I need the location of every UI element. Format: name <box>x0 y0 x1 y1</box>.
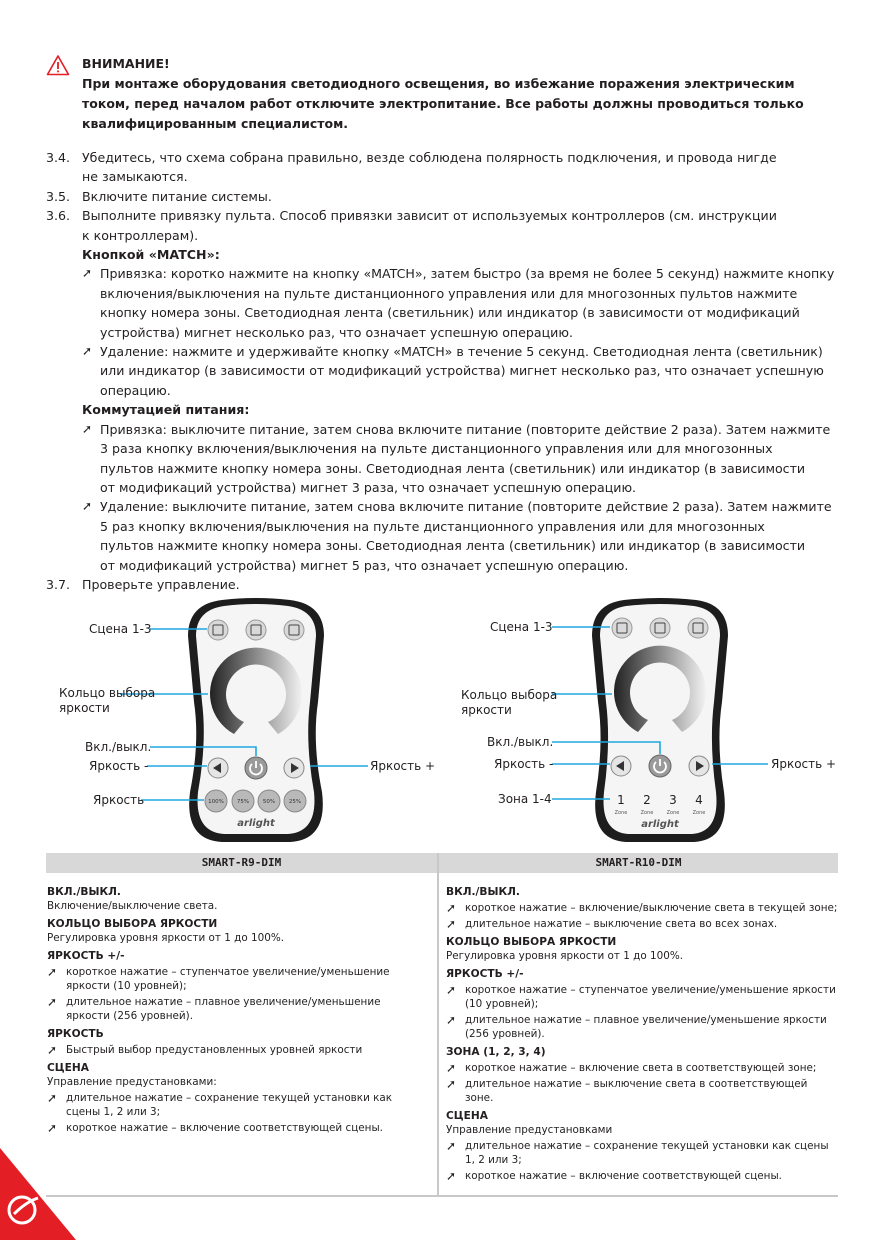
arrow-bullet-icon: ➚ <box>446 901 457 915</box>
zone-4-button[interactable]: 4 <box>695 793 703 807</box>
scene-2-button[interactable] <box>246 620 266 640</box>
arrow-bullet-icon: ➚ <box>82 499 93 514</box>
bullet-power-bind <box>46 420 836 498</box>
bullet-text: от модификаций устройства) мигнет 3 раза, что означает успешную операцию. <box>100 479 637 495</box>
callout-brightness: Яркость <box>93 793 145 807</box>
column-divider <box>437 853 439 1195</box>
list-item <box>446 1139 838 1167</box>
step-text: Включите питание системы. <box>82 188 272 204</box>
section-text: Регулировка уровня яркости от 1 до 100%. <box>47 932 285 944</box>
list-text: короткое нажатие – включение/выключение света в текущей зоне; <box>465 902 838 914</box>
section-heading: ЯРКОСТЬ +/- <box>47 950 125 962</box>
list-text: длительное нажатие – выключение света во всех зонах. <box>465 918 778 930</box>
warning-line: При монтаже оборудования светодиодного освещения, во избежание поражения электрическим <box>82 76 795 91</box>
step-number: 3.6. <box>46 208 71 224</box>
column-r10 <box>446 881 838 1183</box>
callout-ring-line1: Кольцо выбора <box>59 686 156 700</box>
arrow-bullet-icon: ➚ <box>446 1013 457 1027</box>
list-item <box>446 901 838 915</box>
table-header <box>46 853 838 873</box>
callout-ring-line1: Кольцо выбора <box>461 688 558 702</box>
callout-onoff: Вкл./выкл. <box>85 740 152 754</box>
bullet-text: включения/выключения на пульте дистанционного управления или для многозонных пультов нажмите <box>100 285 798 301</box>
list-text: длительное нажатие – плавное увеличение/уменьшение <box>66 996 381 1008</box>
function-table <box>46 853 838 1197</box>
scene-buttons <box>208 620 304 640</box>
bullet-text: Удаление: выключите питание, затем снова включите питание (повторите действие 2 раза). Затем нажмите <box>100 499 832 515</box>
zone-word: Zone <box>640 810 654 816</box>
match-subtitle: Кнопкой «MATCH»: <box>82 247 220 263</box>
list-text: (256 уровней). <box>465 1028 545 1040</box>
list-text: короткое нажатие – включение соответствующей сцены. <box>465 1170 782 1182</box>
list-item <box>446 983 838 1011</box>
step-3-4 <box>46 148 836 187</box>
zone-1-button[interactable]: 1 <box>617 793 625 807</box>
power-subtitle: Коммутацией питания: <box>82 402 250 418</box>
bullet-text: 5 раз кнопку включения/выключения на пульте дистанционного управления или для многозонных <box>100 518 765 534</box>
section-heading: СЦЕНА <box>446 1110 488 1122</box>
instruction-steps <box>46 148 836 594</box>
bullet-text: операцию. <box>100 382 171 398</box>
step-text: Убедитесь, что схема собрана правильно, везде соблюдена полярность подключения, и провода нигде <box>82 150 777 165</box>
section-heading: ВКЛ./ВЫКЛ. <box>446 886 520 898</box>
arrow-bullet-icon: ➚ <box>47 1121 58 1135</box>
column-r9 <box>47 881 427 1135</box>
bullet-text: устройства) мигнет несколько раз, что означает успешную операцию. <box>100 324 573 340</box>
list-item <box>47 1121 427 1135</box>
callout-minus: Яркость - <box>494 757 554 771</box>
bullet-text: 3 раза кнопку включения/выключения на пульте дистанционного управления или для многозонных <box>100 441 773 457</box>
section-heading: ЗОНА (1, 2, 3, 4) <box>446 1046 546 1058</box>
bullet-text: Привязка: выключите питание, затем снова включите питание (повторите действие 2 раза). Затем нажмите <box>100 421 831 437</box>
step-number: 3.5. <box>46 188 71 204</box>
arrow-bullet-icon: ➚ <box>47 995 58 1009</box>
arrow-bullet-icon: ➚ <box>82 344 93 359</box>
list-text: Быстрый выбор предустановленных уровней яркости <box>66 1044 363 1056</box>
step-3-5 <box>46 187 836 206</box>
list-item <box>47 1043 427 1057</box>
arrow-bullet-icon: ➚ <box>446 983 457 997</box>
callout-zone: Зона 1-4 <box>498 792 552 806</box>
list-text: длительное нажатие – сохранение текущей установки как сцены <box>465 1140 829 1152</box>
remote-diagram-svg <box>0 592 874 848</box>
section-heading: СЦЕНА <box>47 1062 89 1074</box>
bullet-match-bind <box>46 264 836 342</box>
warning-text <box>82 54 804 134</box>
step-text: не замыкаются. <box>82 169 188 185</box>
list-text: короткое нажатие – включение света в соответствующей зоне; <box>465 1062 817 1074</box>
bullet-power-delete <box>46 497 836 575</box>
list-text: длительное нажатие – сохранение текущей установки как <box>66 1092 393 1104</box>
list-text: короткое нажатие – ступенчатое увеличение/уменьшение яркости <box>465 984 836 996</box>
bullet-match-delete <box>46 342 836 400</box>
step-text: Проверьте управление. <box>82 576 240 592</box>
callout-onoff: Вкл./выкл. <box>487 735 554 749</box>
zone-word: Zone <box>666 810 680 816</box>
scene-1-button[interactable] <box>208 620 228 640</box>
list-item <box>47 965 427 993</box>
list-text: короткое нажатие – ступенчатое увеличение/уменьшение <box>66 966 390 978</box>
list-item <box>446 1013 838 1041</box>
callout-plus: Яркость + <box>370 759 436 773</box>
corner-triangle <box>0 1148 76 1240</box>
list-text: 1, 2 или 3; <box>465 1154 522 1166</box>
warning-line: квалифицированным специалистом. <box>82 116 349 131</box>
preset-label: 25% <box>288 799 302 805</box>
header-r10: SMART-R10-DIM <box>595 856 682 869</box>
scene-1-button[interactable] <box>612 618 632 638</box>
list-item <box>47 1091 427 1119</box>
callout-plus: Яркость + <box>771 757 837 771</box>
list-text: сцены 1, 2 или 3; <box>66 1106 161 1118</box>
callout-minus: Яркость - <box>89 759 149 773</box>
zone-2-button[interactable]: 2 <box>643 793 651 807</box>
list-text: короткое нажатие – включение соответствующей сцены. <box>66 1122 383 1134</box>
remote-smart-r9-dim <box>59 598 435 842</box>
step-number: 3.4. <box>46 150 71 165</box>
bullet-text: пультов нажмите кнопку номера зоны. Светодиодная лента (светильник) или индикатор (в зависимости <box>100 538 806 554</box>
arrow-bullet-icon: ➚ <box>47 965 58 979</box>
arrow-bullet-icon: ➚ <box>446 1169 457 1183</box>
section-heading: ВКЛ./ВЫКЛ. <box>47 886 121 898</box>
bullet-text: Привязка: коротко нажмите на кнопку «MATCH», затем быстро (за время не более 5 секунд) нажмите кнопку <box>100 266 835 282</box>
remote-diagrams <box>0 592 874 848</box>
zone-word: Zone <box>614 810 628 816</box>
list-text: яркости (10 уровней); <box>66 980 187 992</box>
list-text: длительное нажатие – выключение света в соответствующей зоне. <box>465 1078 808 1104</box>
remote-smart-r10-dim <box>461 598 836 842</box>
brand-logo: arlight <box>237 818 275 829</box>
bullet-text: или индикатор (в зависимости от модификаций устройства) мигнет несколько раз, что означает успешную <box>100 363 824 379</box>
bullet-text: пультов нажмите кнопку номера зоны. Светодиодная лента (светильник) или индикатор (в зависимости <box>100 460 806 476</box>
brand-logo: arlight <box>641 819 679 830</box>
callout-scene: Сцена 1-3 <box>89 622 152 636</box>
preset-label: 75% <box>236 799 250 805</box>
scene-buttons <box>612 618 708 638</box>
zone-word: Zone <box>692 810 706 816</box>
section-text: Регулировка уровня яркости от 1 до 100%. <box>446 950 684 962</box>
section-heading: КОЛЬЦО ВЫБОРА ЯРКОСТИ <box>47 918 218 930</box>
zone-3-button[interactable]: 3 <box>669 793 677 807</box>
section-heading: ЯРКОСТЬ +/- <box>446 968 524 980</box>
section-heading: ЯРКОСТЬ <box>47 1028 104 1040</box>
arrow-bullet-icon: ➚ <box>82 421 93 436</box>
arrow-bullet-icon: ➚ <box>446 1139 457 1153</box>
arrow-bullet-icon: ➚ <box>446 917 457 931</box>
callout-ring-line2: яркости <box>461 703 512 717</box>
list-text: (10 уровней); <box>465 998 539 1010</box>
arrow-bullet-icon: ➚ <box>446 1077 457 1091</box>
step-text: к контроллерам). <box>82 227 199 243</box>
bullet-text: от модификаций устройства) мигнет 5 раз, что означает успешную операцию. <box>100 557 629 573</box>
warning-title: ВНИМАНИЕ! <box>82 56 170 71</box>
arrow-bullet-icon: ➚ <box>82 266 93 281</box>
callout-ring-line2: яркости <box>59 701 110 715</box>
arrow-bullet-icon: ➚ <box>47 1091 58 1105</box>
step-text: Выполните привязку пульта. Способ привязки зависит от используемых контроллеров (см. инструкции <box>82 208 777 224</box>
callout-scene: Сцена 1-3 <box>490 620 553 634</box>
brand-corner-logo <box>0 1148 80 1240</box>
list-item <box>47 995 427 1023</box>
list-item <box>446 1169 838 1183</box>
arrow-bullet-icon: ➚ <box>47 1043 58 1057</box>
scene-3-button[interactable] <box>688 618 708 638</box>
bullet-text: кнопку номера зоны. Светодиодная лента (светильник) или индикатор (в зависимости от модификаций <box>100 305 800 321</box>
list-text: яркости (256 уровней). <box>66 1010 194 1022</box>
bullet-text: Удаление: нажмите и удерживайте кнопку «MATCH» в течение 5 секунд. Светодиодная лента (светильник) <box>100 344 823 360</box>
preset-label: 50% <box>262 799 276 805</box>
section-text: Управление предустановками <box>446 1124 613 1136</box>
list-item <box>446 1077 838 1105</box>
list-text: длительное нажатие – плавное увеличение/уменьшение яркости <box>465 1014 827 1026</box>
preset-label: 100% <box>208 799 224 805</box>
section-text: Управление предустановками: <box>47 1076 217 1088</box>
arrow-bullet-icon: ➚ <box>446 1061 457 1075</box>
scene-2-button[interactable] <box>650 618 670 638</box>
warning-line: током, перед началом работ отключите электропитание. Все работы должны проводиться только <box>82 96 804 111</box>
list-item <box>446 1061 838 1075</box>
scene-3-button[interactable] <box>284 620 304 640</box>
warning-triangle-icon <box>46 54 70 76</box>
step-3-6 <box>46 206 836 245</box>
section-heading: КОЛЬЦО ВЫБОРА ЯРКОСТИ <box>446 936 617 948</box>
list-item <box>446 917 838 931</box>
step-number: 3.7. <box>46 576 71 592</box>
header-r9: SMART-R9-DIM <box>201 856 282 869</box>
section-text: Включение/выключение света. <box>47 900 218 912</box>
